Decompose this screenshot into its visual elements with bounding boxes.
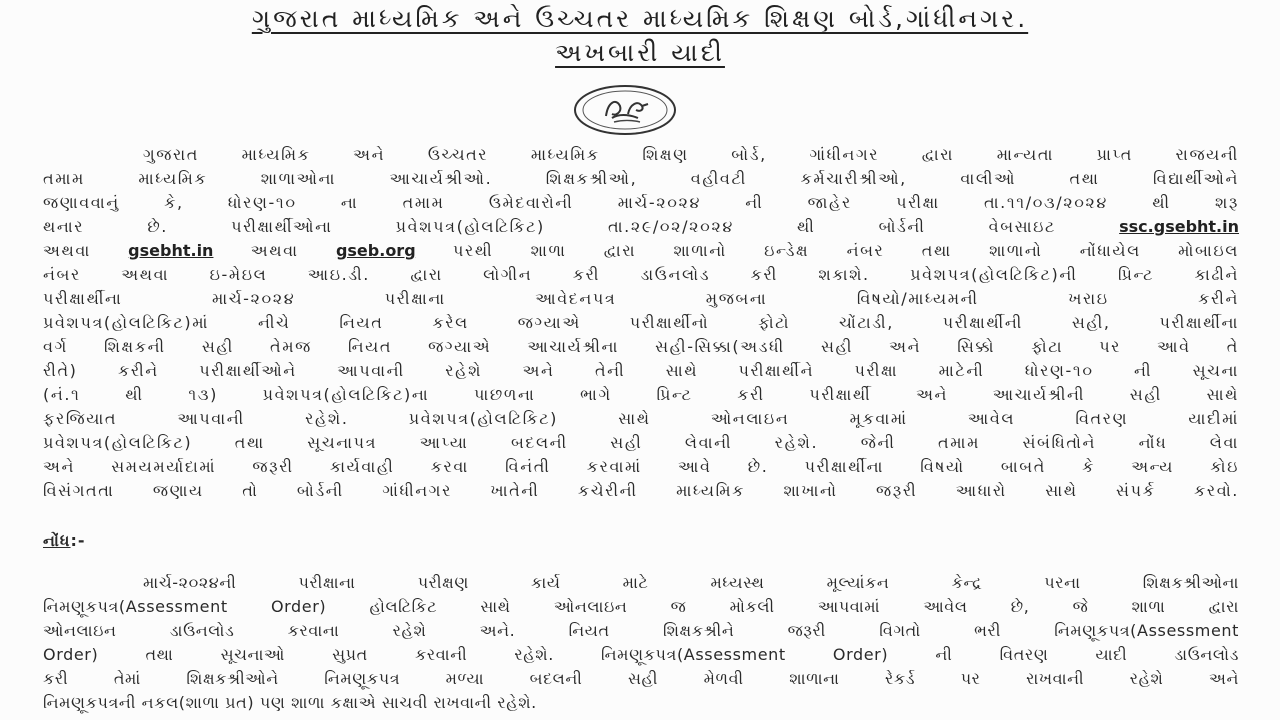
board-title-text: ગુજરાત માધ્યમિક અને ઉચ્ચતર માધ્યમિક શિક્ષણ બોર્ડ,ગાંધીનગર.: [251, 4, 1029, 33]
paragraph-text: અથવા: [43, 241, 91, 260]
paragraph-line: વર્ગ શિક્ષકની સહી તેમજ નિયત જગ્યાએ આચાર્યશ્રીના સહી-સિક્કા(અડધી સહી અને સિક્કો ફોટા પર આવે તે: [43, 337, 1239, 356]
ssc-gsebht-link[interactable]: ssc.gsebht.in: [1119, 217, 1240, 236]
paragraph-line-with-link: [43, 217, 1239, 237]
paragraph-line: રીતે) કરીને પરીક્ષાર્થીઓને આપવાની રહેશે અને તેની સાથે પરીક્ષાર્થીને પરીક્ષા માટેની ધોરણ-૧૦ ની સૂચના: [43, 361, 1239, 380]
paragraph-text: થનાર છે. પરીક્ષાર્થીઓના પ્રવેશપત્ર(હોલટિકિટ) તા.૨૯/૦૨/૨૦૨૪ થી બોર્ડની વેબસાઇટ: [43, 217, 1056, 236]
paragraph-text: પરથી શાળા દ્વારા શાળાનો ઇન્ડેક્ષ નંબર તથા શાળાનો નોંધાયેલ મોબાઇલ: [452, 241, 1239, 260]
press-release-heading-text: અખબારી યાદી: [555, 38, 725, 67]
note-line: નિમણૂકપત્રની નકલ(શાળા પ્રત) પણ શાળા કક્ષાએ સાચવી રાખવાની રહેશે.: [43, 693, 537, 712]
paragraph-line: તમામ માધ્યમિક શાળાઓના આચાર્યશ્રીઓ. શિક્ષકશ્રીઓ, વહીવટી કર્મચારીશ્રીઓ, વાલીઓ તથા વિદ્યાર્થીઓને: [43, 169, 1239, 188]
paragraph-text: અથવા: [250, 241, 299, 260]
note-line: કરી તેમાં શિક્ષકશ્રીઓને નિમણૂકપત્ર મળ્યા બદલની સહી મેળવી શાળાના રેકર્ડ પર રાખવાની રહેશે અને: [43, 669, 1239, 688]
paragraph-line: પ્રવેશપત્ર(હોલટિકિટ) તથા સૂચનાપત્ર આપ્યા બદલની સહી લેવાની રહેશે. જેની તમામ સંબંધિતોને નોંધ લેવા: [43, 433, 1239, 452]
paragraph-line-with-links: [43, 241, 1239, 261]
note-label-text: નોંધ: [43, 531, 71, 550]
note-label-suffix: :-: [70, 531, 86, 550]
paragraph-line: જણાવવાનું કે, ધોરણ-૧૦ ના તમામ ઉમેદવારોની માર્ચ-૨૦૨૪ ની જાહેર પરીક્ષા તા.૧૧/૦૩/૨૦૨૪ થી શરૂ: [43, 193, 1239, 212]
gsebht-link[interactable]: gsebht.in: [128, 241, 214, 260]
paragraph-line: (નં.૧ થી ૧૩) પ્રવેશપત્ર(હોલટિકિટ)ના પાછળના ભાગે પ્રિન્ટ કરી પરીક્ષાર્થી અને આચાર્યશ્રીની સહી સાથે: [43, 385, 1239, 404]
board-title: [0, 4, 1280, 34]
paragraph-line: નંબર અથવા ઇ-મેઇલ આઇ.ડી. દ્વારા લોગીન કરી ડાઉનલોડ કરી શકાશે. પ્રવેશપત્ર(હોલટિકિટ)ની પ્રિન્ટ કાઢીને: [43, 265, 1239, 284]
note-line: Order) તથા સૂચનાઓ સુપ્રત કરવાની રહેશે. નિમણૂકપત્ર(Assessment Order) ની વિતરણ યાદી ડાઉનલોડ: [43, 645, 1239, 664]
paragraph-line: ગુજરાત માધ્યમિક અને ઉચ્ચતર માધ્યમિક શિક્ષણ બોર્ડ, ગાંધીનગર દ્વારા માન્યતા પ્રાપ્ત રાજયની: [143, 145, 1239, 164]
gseb-org-link[interactable]: gseb.org: [335, 241, 416, 260]
paragraph-line: અને સમયમર્યાદામાં જરૂરી કાર્યવાહી કરવા વિનંતી કરવામાં આવે છે. પરીક્ષાર્થીના વિષયો બાબતે કે અન્ય કોઇ: [43, 457, 1239, 476]
board-seal-logo-icon: [572, 84, 678, 136]
note-line: માર્ચ-૨૦૨૪ની પરીક્ષાના પરીક્ષણ કાર્ય માટે મધ્યસ્થ મૂલ્યાંકન કેન્દ્ર પરના શિક્ષકશ્રીઓના: [143, 573, 1239, 592]
paragraph-line: પ્રવેશપત્ર(હોલટિકિટ)માં નીચે નિયત કરેલ જગ્યાએ પરીક્ષાર્થીનો ફોટો ચોંટાડી, પરીક્ષાર્થીની સહી, પરીક્ષાર્થીના: [43, 313, 1239, 332]
paragraph-line: વિસંગતતા જણાય તો બોર્ડની ગાંધીનગર ખાતેની કચેરીની માધ્યમિક શાખાનો જરૂરી આધારો સાથે સંપર્ક કરવો.: [43, 481, 1239, 500]
paragraph-line: પરીક્ષાર્થીના માર્ચ-૨૦૨૪ પરીક્ષાના આવેદનપત્ર મુજબના વિષયો/માધ્યમની ખરાઇ કરીને: [43, 289, 1239, 308]
note-line: નિમણૂકપત્ર(Assessment Order) હોલટિકિટ સાથે ઓનલાઇન જ મોકલી આપવામાં આવેલ છે, જે શાળા દ્વારા: [43, 597, 1239, 616]
note-label: [43, 531, 86, 551]
note-line: ઓનલાઇન ડાઉનલોડ કરવાના રહેશે અને. નિયત શિક્ષકશ્રીને જરૂરી વિગતો ભરી નિમણૂકપત્ર(Assessment: [43, 621, 1239, 640]
press-release-heading: [0, 38, 1280, 68]
paragraph-line: ફરજિયાત આપવાની રહેશે. પ્રવેશપત્ર(હોલટિકિટ) સાથે ઓનલાઇન મૂકવામાં આવેલ વિતરણ યાદીમાં: [43, 409, 1239, 428]
